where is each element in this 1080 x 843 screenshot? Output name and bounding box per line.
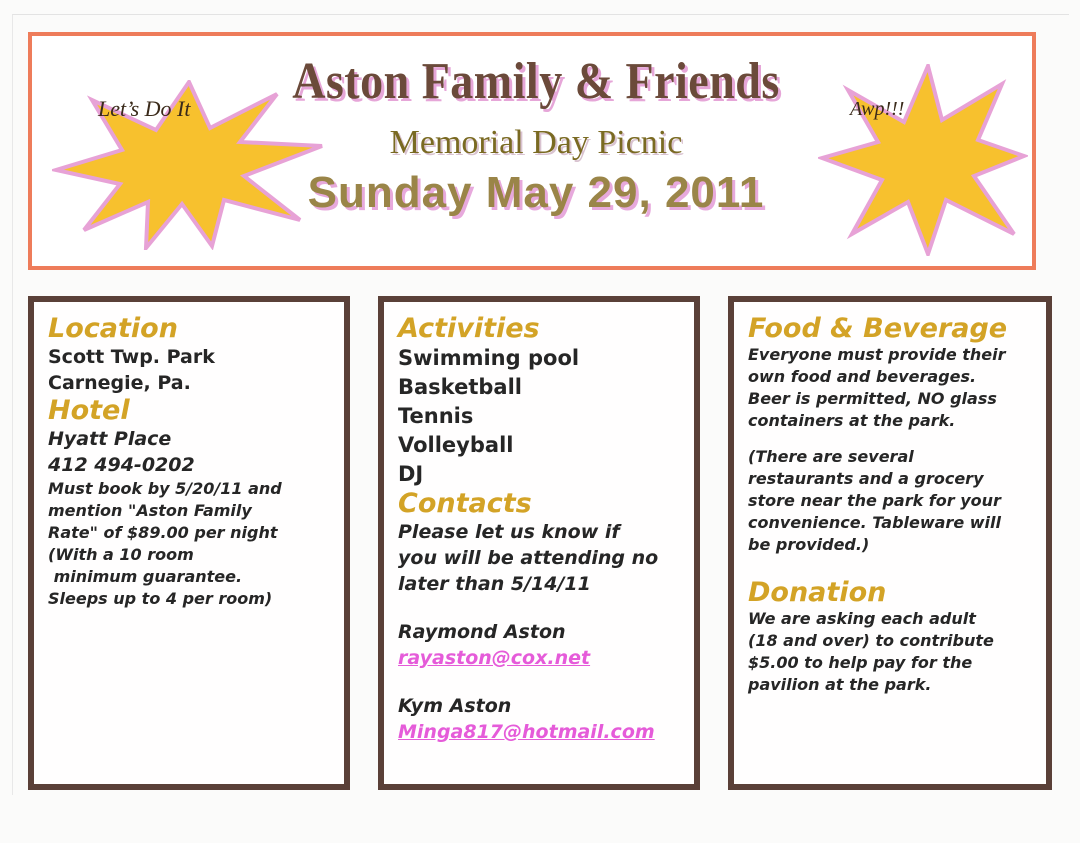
contact-email-link[interactable]: Minga817@hotmail.com — [398, 721, 655, 743]
contacts-heading: Contacts — [398, 488, 532, 519]
activity-item: Tennis — [398, 404, 474, 428]
activities-contacts-panel — [378, 296, 700, 790]
event-title: Aston Family & Friends — [292, 51, 780, 110]
hotel-note: Sleeps up to 4 per room) — [48, 589, 273, 608]
contact-name: Kym Aston — [398, 695, 512, 717]
food-donation-panel — [728, 296, 1052, 790]
contacts-intro: you will be attending no — [398, 547, 659, 569]
hotel-heading: Hotel — [48, 395, 130, 426]
food-note: (There are several — [748, 447, 914, 466]
location-hotel-panel — [28, 296, 350, 790]
food-line: containers at the park. — [748, 411, 956, 430]
donation-line: (18 and over) to contribute — [748, 631, 994, 650]
header-banner — [28, 32, 1036, 270]
activity-item: Basketball — [398, 375, 522, 399]
activity-item: DJ — [398, 462, 424, 486]
activity-item: Volleyball — [398, 433, 514, 457]
food-line: own food and beverages. — [748, 367, 977, 386]
hotel-note: (With a 10 room — [48, 545, 194, 564]
activities-heading: Activities — [398, 313, 540, 344]
food-note: convenience. Tableware will — [748, 513, 1001, 532]
contact-name: Raymond Aston — [398, 621, 566, 643]
food-note: restaurants and a grocery — [748, 469, 984, 488]
location-line: Carnegie, Pa. — [48, 372, 191, 394]
food-heading: Food & Beverage — [748, 313, 1008, 344]
location-line: Scott Twp. Park — [48, 346, 215, 368]
hotel-note: Rate" of $89.00 per night — [48, 523, 278, 542]
hotel-phone: 412 494-0202 — [48, 454, 195, 476]
contact-email-link[interactable]: rayaston@cox.net — [398, 647, 591, 669]
donation-line: pavilion at the park. — [748, 675, 932, 694]
event-date: Sunday May 29, 2011 — [307, 168, 765, 217]
hotel-name: Hyatt Place — [48, 428, 172, 450]
star-left-label: Let’s Do It — [98, 96, 191, 121]
location-heading: Location — [48, 313, 178, 344]
food-line: Everyone must provide their — [748, 345, 1006, 364]
hotel-note: mention "Aston Family — [48, 501, 252, 520]
contacts-intro: later than 5/14/11 — [398, 573, 591, 595]
food-line: Beer is permitted, NO glass — [748, 389, 997, 408]
food-note: be provided.) — [748, 535, 870, 554]
donation-line: $5.00 to help pay for the — [748, 653, 973, 672]
food-note: store near the park for your — [748, 491, 1001, 510]
star-right-label: Awp!!! — [850, 98, 905, 120]
hotel-note: Must book by 5/20/11 and — [48, 479, 282, 498]
donation-line: We are asking each adult — [748, 609, 976, 628]
hotel-note: minimum guarantee. — [48, 567, 243, 586]
contacts-intro: Please let us know if — [398, 521, 620, 543]
donation-heading: Donation — [748, 577, 887, 608]
activity-item: Swimming pool — [398, 346, 580, 370]
event-subtitle: Memorial Day Picnic — [389, 124, 683, 161]
